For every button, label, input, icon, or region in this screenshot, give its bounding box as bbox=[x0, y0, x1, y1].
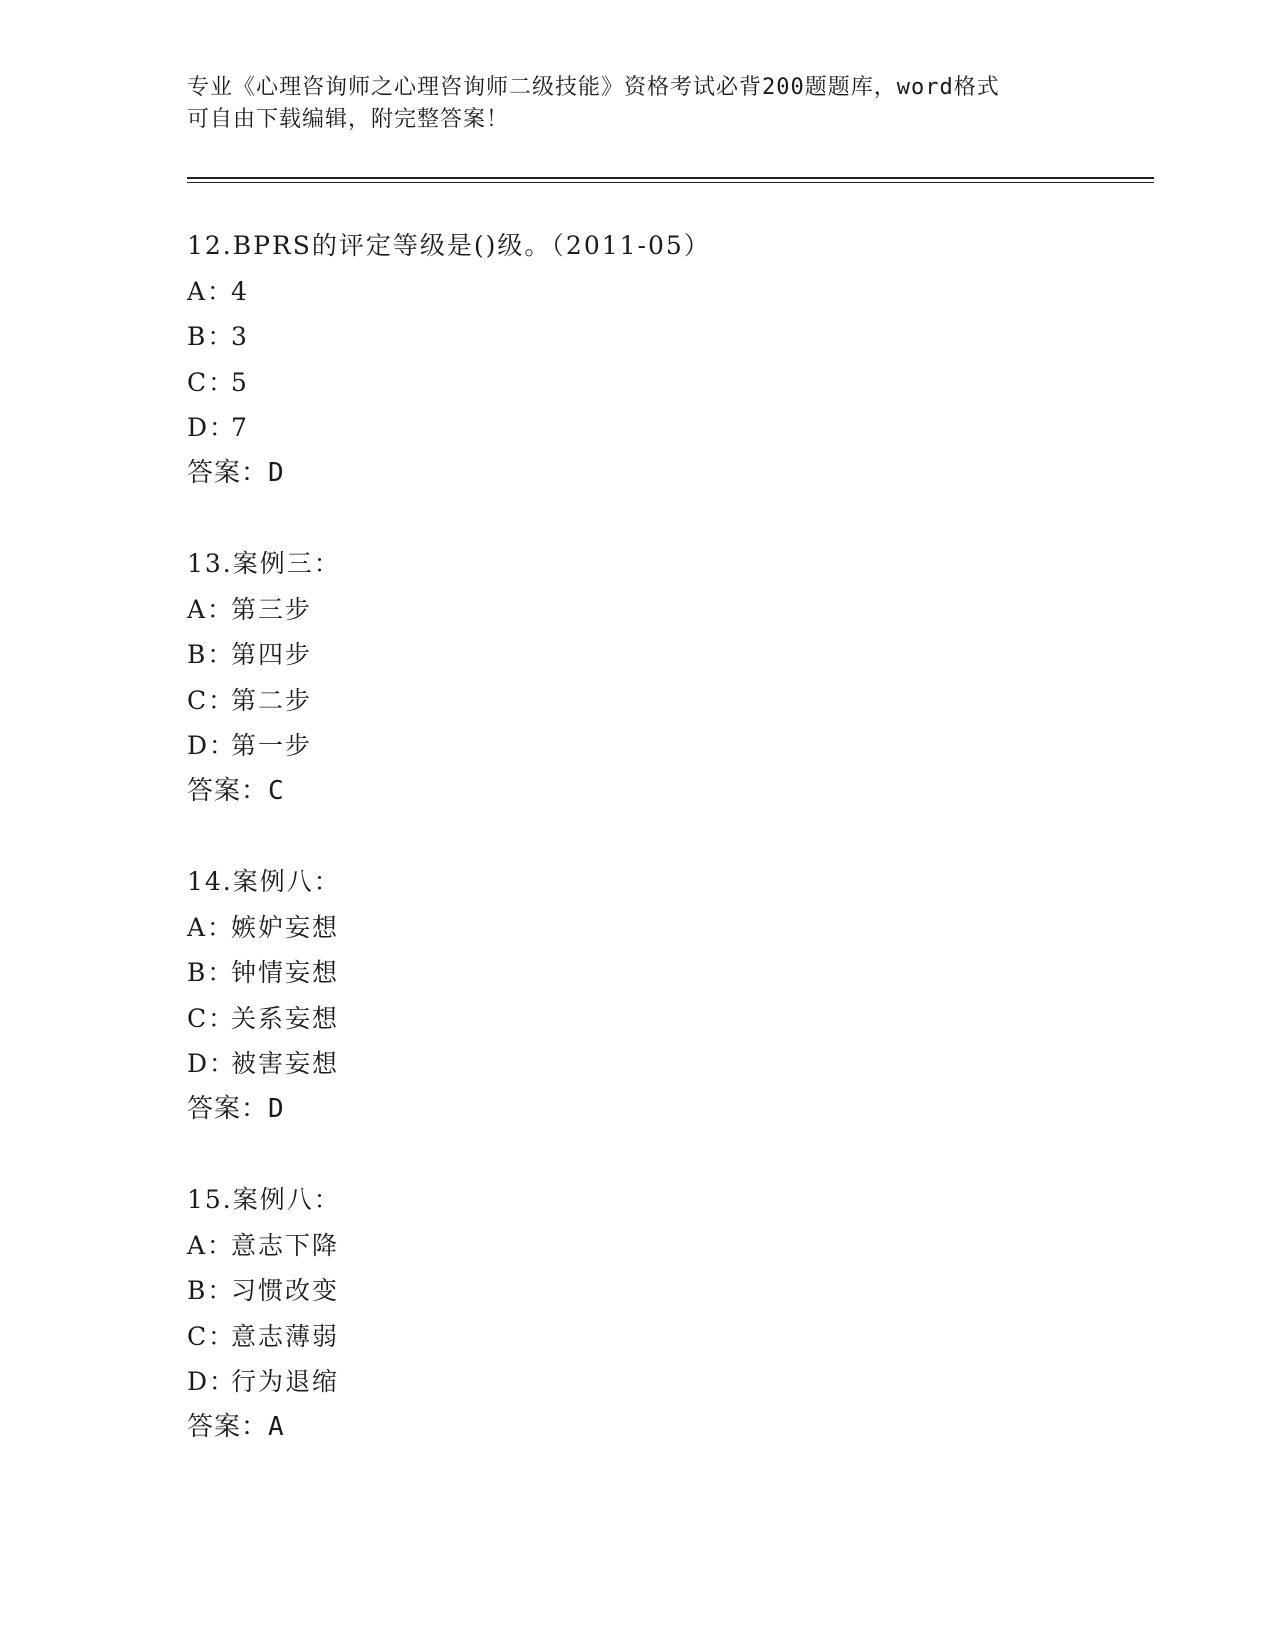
option-letter: D： bbox=[187, 1049, 237, 1078]
option-text: 意志薄弱 bbox=[231, 1321, 340, 1351]
option-letter: A： bbox=[187, 1230, 235, 1260]
option-c bbox=[187, 996, 1087, 1042]
option-d bbox=[187, 405, 1087, 451]
header-divider-thick bbox=[187, 177, 1154, 179]
option-text: 第二步 bbox=[231, 685, 313, 715]
option-b bbox=[187, 1268, 1087, 1314]
question-stem: 12.BPRS的评定等级是()级。（2011-05） bbox=[187, 231, 711, 260]
option-text: 第四步 bbox=[231, 640, 313, 669]
option-letter: C： bbox=[187, 1003, 236, 1033]
option-letter: C： bbox=[187, 685, 236, 715]
option-letter: C： bbox=[187, 1321, 236, 1351]
option-letter: B： bbox=[187, 640, 235, 669]
option-text: 第一步 bbox=[231, 731, 313, 760]
option-letter: D： bbox=[187, 413, 237, 442]
option-c bbox=[187, 1314, 1087, 1360]
document-header bbox=[187, 72, 1087, 136]
option-text: 意志下降 bbox=[231, 1230, 340, 1260]
option-text: 钟情妄想 bbox=[231, 958, 340, 987]
question-15 bbox=[187, 1177, 1087, 1450]
option-letter: D： bbox=[187, 1367, 237, 1396]
option-b bbox=[187, 314, 1087, 360]
option-letter: A： bbox=[187, 276, 235, 306]
option-text: 习惯改变 bbox=[231, 1276, 340, 1305]
option-letter: B： bbox=[187, 322, 235, 351]
question-stem: 14.案例八： bbox=[187, 867, 341, 896]
option-a bbox=[187, 1223, 1087, 1269]
answer-line: 答案：C bbox=[187, 775, 285, 806]
question-13 bbox=[187, 541, 1087, 814]
option-letter: A： bbox=[187, 594, 235, 624]
option-text: 3 bbox=[231, 322, 249, 351]
option-a bbox=[187, 269, 1087, 315]
question-stem: 13.案例三： bbox=[187, 549, 341, 578]
option-text: 嫉妒妄想 bbox=[231, 912, 340, 942]
option-text: 第三步 bbox=[231, 594, 313, 624]
option-text: 7 bbox=[231, 413, 249, 442]
option-d bbox=[187, 1041, 1087, 1087]
option-letter: B： bbox=[187, 1276, 235, 1305]
question-12 bbox=[187, 223, 1087, 496]
option-a bbox=[187, 905, 1087, 951]
option-b bbox=[187, 632, 1087, 678]
option-text: 关系妄想 bbox=[231, 1003, 340, 1033]
question-stem: 15.案例八： bbox=[187, 1185, 341, 1214]
option-text: 被害妄想 bbox=[231, 1049, 340, 1078]
option-c bbox=[187, 360, 1087, 406]
option-letter: D： bbox=[187, 731, 237, 760]
header-title-line-2: 可自由下载编辑，附完整答案！ bbox=[187, 107, 510, 132]
option-d bbox=[187, 723, 1087, 769]
answer-line: 答案：D bbox=[187, 457, 285, 488]
option-letter: A： bbox=[187, 912, 235, 942]
option-text: 行为退缩 bbox=[231, 1367, 340, 1396]
option-a bbox=[187, 587, 1087, 633]
answer-line: 答案：A bbox=[187, 1411, 285, 1442]
option-text: 5 bbox=[231, 367, 249, 397]
option-letter: B： bbox=[187, 958, 235, 987]
question-14 bbox=[187, 859, 1087, 1132]
option-d bbox=[187, 1359, 1087, 1405]
option-c bbox=[187, 678, 1087, 724]
header-divider-thin bbox=[187, 182, 1154, 183]
option-text: 4 bbox=[231, 276, 249, 306]
answer-line: 答案：D bbox=[187, 1093, 285, 1124]
header-title-line-1: 专业《心理咨询师之心理咨询师二级技能》资格考试必背200题题库，word格式 bbox=[187, 75, 1000, 100]
option-letter: C： bbox=[187, 367, 236, 397]
option-b bbox=[187, 950, 1087, 996]
